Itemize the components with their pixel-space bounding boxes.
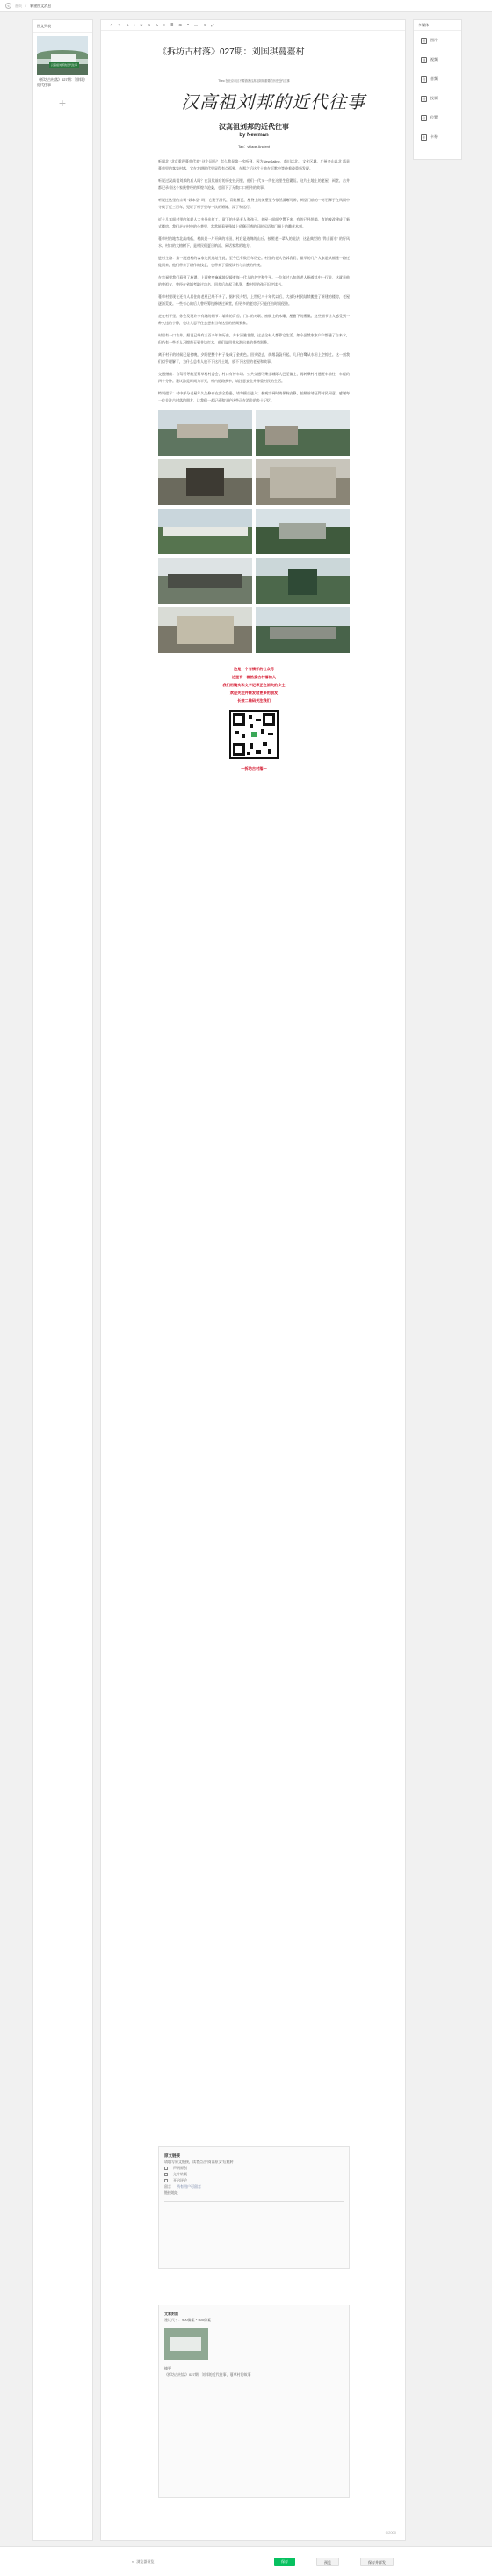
- undo-icon[interactable]: ↶: [110, 23, 113, 27]
- article-title[interactable]: 《拆坊古村落》027期：刘国琪蔓薹村: [158, 47, 305, 57]
- comment-label: 留言: [164, 2184, 171, 2189]
- promo-line: 欢迎关注并转发给更多的朋友: [229, 691, 279, 695]
- cover-size-note: 建议尺寸：900像素 * 500像素: [164, 2318, 212, 2322]
- media-item-coupon[interactable]: [414, 127, 461, 147]
- article-settings: [158, 2146, 350, 2269]
- strikethrough-icon[interactable]: S: [148, 23, 151, 27]
- calligraphy-text: 汉高祖刘邦的近代往事: [181, 91, 365, 112]
- village-photo[interactable]: [158, 410, 252, 456]
- article-list-panel: [32, 19, 93, 2541]
- media-item-video[interactable]: [414, 50, 461, 69]
- image-icon: 图: [422, 38, 426, 43]
- article-list-title: 图文列表: [33, 20, 92, 33]
- media-item-image[interactable]: [414, 31, 461, 50]
- summary-label: 摘要: [164, 2366, 171, 2370]
- link-address-label: 链接地址: [164, 2190, 178, 2195]
- qr-code: [229, 710, 279, 759]
- save-button[interactable]: 保存: [274, 2558, 295, 2566]
- editor-toolbar: [101, 20, 405, 31]
- fullscreen-icon[interactable]: ⤢: [211, 23, 214, 27]
- media-item-audio[interactable]: [414, 69, 461, 89]
- breadcrumb-home[interactable]: 首页: [15, 3, 22, 8]
- calligraphy-banner: [158, 88, 365, 119]
- media-panel-title: 多媒体: [414, 20, 461, 31]
- bold-icon[interactable]: B: [126, 23, 129, 27]
- qr-caption: —拆坊古村落—: [241, 766, 267, 771]
- article-intro: Theo 在北京市区不要游客汉高祖刘邦重要的历史近代往事: [218, 79, 290, 83]
- promo-line: 长按二维码关注我们: [237, 698, 271, 703]
- browser-preview-label: 浏览器预览: [136, 2558, 155, 2564]
- breadcrumb-current: 新建图文消息: [30, 3, 52, 8]
- video-icon: 视: [422, 57, 426, 62]
- cover-and-summary: [158, 2305, 350, 2498]
- article-paragraph: 走在村子里，你会发现许多有趣的细节：墙角的青苔、门口的对联、窗棂上的木雕、屋檐下的燕巢。这些细节让人感受到一种久违的宁静，也让人忍不住去想象当年这里的热闹景象。: [158, 314, 350, 325]
- media-item-location[interactable]: [414, 108, 461, 127]
- preview-browser-icon: ◐: [132, 2559, 134, 2564]
- article-paragraph: 蔓草村里现在还有人居住的老屋已经不多了。据村民介绍，上世纪八十年代以后，大部分村民陆续搬进了新建的楼房，老屋逐渐荒废。一些有心的后人曾经筹钱修缮过祠堂，但更多的老房子只能任由时间侵蚀。: [158, 294, 350, 306]
- village-photo[interactable]: [256, 459, 350, 505]
- media-item-label: 图片: [430, 38, 438, 42]
- village-photo[interactable]: [158, 509, 252, 554]
- village-photo[interactable]: [158, 558, 252, 604]
- browser-preview[interactable]: [132, 2559, 154, 2565]
- source-link-hint: 请填写原文链接，读者点击“阅读原文”后跳转: [164, 2160, 234, 2164]
- media-item-label: 位置: [430, 115, 438, 119]
- article-paragraph: 离开村子的时候已是傍晚，夕阳把整个村子染成了金黄色。回头望去，炊烟袅袅升起，几只白鹭从水田上空掠过。这一刻我们似乎理解了，为什么总有人放不下这片土地，放不下这里的老屋和故事。: [158, 352, 350, 364]
- align-icon[interactable]: ≡: [163, 23, 166, 27]
- village-photo[interactable]: [256, 558, 350, 604]
- village-photo[interactable]: [158, 459, 252, 505]
- village-photo[interactable]: [256, 509, 350, 554]
- media-item-label: 音频: [430, 76, 438, 81]
- village-photo[interactable]: [158, 607, 252, 653]
- preview-button[interactable]: 预览: [316, 2558, 339, 2566]
- article-paragraph: 近十几年间村里的年轻人大多外出打工，留下的多是老人和孩子。老屋一间间空置下来，有的已经坍塌，有的被改建成了新式楼房。我们走在村中的小巷里，常常能看到残墙上依稀可辨的旧时标语和门楣上的雕花木刻。: [158, 217, 350, 228]
- bottom-action-bar: [0, 2546, 492, 2576]
- village-photo[interactable]: [256, 410, 350, 456]
- article-paragraph: 听说过汉高祖刘邦的后人吗？在汉代前后的历史长河里，他们一代又一代在这里生息繁衍。这片土地上的老屋、祠堂、古井都记录着这个家族曾经的辉煌与沧桑，也留下了无数口口相传的故事。: [158, 178, 350, 190]
- coupon-icon: 卡: [422, 134, 426, 140]
- article-body[interactable]: [158, 47, 365, 772]
- article-tag: Tag：village Ancient: [237, 144, 271, 148]
- table-icon[interactable]: ⊞: [178, 23, 182, 27]
- quote-icon[interactable]: ❝: [186, 23, 189, 27]
- comment-scope-select[interactable]: 所有用户可留言: [177, 2184, 201, 2189]
- italic-icon[interactable]: I: [134, 23, 135, 27]
- audio-icon: 音: [422, 76, 426, 82]
- original-checkbox[interactable]: [164, 2167, 168, 2170]
- source-link-heading: 原文链接: [164, 2153, 180, 2158]
- article-paragraph: 特别提示：村中部分老屋年久失修存在安全隐患，请勿擅自进入；参观宗祠时请保持安静，拍照前请征得村民同意。感谢每一位关注古村落的朋友，让我们一起记录和守护这些正在消失的乡土记忆。: [158, 391, 350, 402]
- word-counter: 0/2000: [385, 2530, 396, 2535]
- article-paragraph: 听闻北 “北京重现蔓草代表” 这个词吗？ 怎么我是第一次听到，因为NewSaline，南川以北。 文化区域。广州金山以北 都是蔓草里的客家村落，它在农耕时代里显得有点孤独，在那之后这片土地在沉默中等待着被重新发现。: [158, 159, 350, 170]
- redo-icon[interactable]: ↷: [118, 23, 121, 27]
- save-and-send-button[interactable]: 保存并群发: [360, 2558, 394, 2566]
- article-paragraph: 在宗祠里我们看到了族谱，上面密密麻麻地记载着每一代人的名字和生平。一位年过八旬的老人指着其中一行说，这就是他的曾祖父，曾经在省城考取过功名，回乡后办起了私塾，教村里的孩子识字读书。: [158, 275, 350, 286]
- back-icon[interactable]: <: [5, 3, 11, 9]
- original-label: 声明原创: [173, 2166, 187, 2170]
- photo-grid: [158, 410, 350, 653]
- media-item-label: 投票: [430, 96, 438, 100]
- clear-format-icon[interactable]: ⟲: [202, 23, 206, 27]
- comment-toggle-label: 开启评论: [173, 2178, 187, 2182]
- article-paragraph: 听说过这里的宗祠 “敦本堂” 吗？它建于清代，青砖黛瓦，屋脊上的灰塑至今依然清晰可辨，祠堂门前的一对石狮子在风雨中守候了近三百年，见证了村子里每一次的婚嫁、添丁和远行。: [158, 198, 350, 209]
- comment-checkbox[interactable]: [164, 2179, 168, 2182]
- article-subtitle: 汉高祖刘邦的近代往事: [219, 123, 289, 131]
- underline-icon[interactable]: U: [140, 23, 143, 27]
- article-list-item-title[interactable]: 《拆坊古村落》027期：刘邦的近代往事: [37, 77, 85, 87]
- promo-line: 这是一个有情怀的公众号: [233, 667, 275, 671]
- article-paragraph: 蔓草村的地势北高南低，村前是一片开阔的水田，村后是连绵的山丘。按照老一辈人的说法，这是典型的 “背山面水” 的好风水。村口的大榕树下，是村民们夏日纳凉、闲话家常的地方。: [158, 236, 350, 248]
- top-bar: [0, 0, 492, 12]
- media-item-label: 卡券: [430, 134, 438, 139]
- divider-icon[interactable]: —: [193, 23, 198, 27]
- font-color-icon[interactable]: A: [156, 23, 158, 27]
- media-item-label: 视频: [430, 57, 438, 62]
- list-icon[interactable]: ≣: [170, 23, 174, 27]
- article-editor[interactable]: [100, 19, 406, 2541]
- add-article-icon[interactable]: +: [58, 96, 67, 110]
- article-paragraph: 交通指南：自驾可导航至蔓草村村委会，村口有停车场；公共交通可乘坐城际大巴至镇上，再转乘村村通班车前往，车程约四十分钟。建议游览时间为半天，村内道路狭窄，请注意安全并尊重村民的生活。: [158, 372, 350, 383]
- article-paragraph: 村里有一口古井，据说已经有三百多年的历史。井水清澈甘甜，过去全村人都靠它生活。如今虽然家家户户都通了自来水，但仍有一些老人习惯每天到井边打水，他们说用井水泡出来的茶特别香。: [158, 333, 350, 344]
- reprint-label: 允许转载: [173, 2172, 187, 2176]
- media-panel: [413, 19, 462, 160]
- cover-label: 汉高祖刘邦的近代往事: [51, 63, 78, 67]
- vote-icon: 投: [422, 96, 426, 101]
- reprint-checkbox[interactable]: [164, 2173, 168, 2176]
- cover-image[interactable]: [164, 2328, 208, 2360]
- location-icon: 位: [422, 115, 426, 120]
- media-item-vote[interactable]: [414, 89, 461, 108]
- promo-line: 我们用镜头和文字记录正在消失的乡土: [222, 683, 286, 687]
- summary-input[interactable]: 《拆坊古村落》027期：刘邦的近代往事，蔓草村的故事: [164, 2372, 251, 2377]
- cover-heading: 文章封面: [164, 2312, 178, 2316]
- link-address-input[interactable]: [164, 2196, 344, 2202]
- village-photo[interactable]: [256, 607, 350, 653]
- breadcrumb-separator: /: [25, 4, 27, 8]
- article-paragraph: 进村主路：第一批进村的客家先民选址于此，至今已有数百年历史。村里的老人告诉我们，最早的几户人家是从福建一路迁徙而来，他们带来了耕作的技艺，也带来了重视读书与宗族的传统。: [158, 256, 350, 267]
- article-cover-thumbnail[interactable]: [37, 36, 88, 75]
- promo-line: 这里有一群热爱古村落的人: [231, 675, 277, 679]
- article-byline: by Newman: [239, 133, 269, 138]
